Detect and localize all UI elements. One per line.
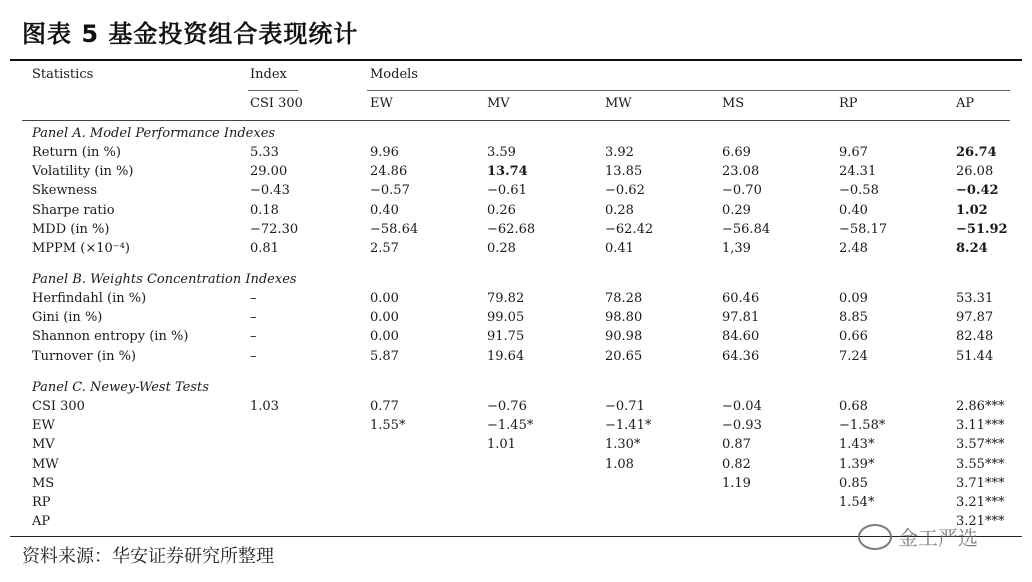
models-underline bbox=[367, 90, 1010, 91]
table-cell: 0.77 bbox=[370, 399, 399, 414]
panel-title: Panel A. Model Performance Indexes bbox=[32, 126, 276, 141]
table-cell: 26.74 bbox=[956, 145, 997, 160]
table-cell: −51.92 bbox=[956, 221, 1008, 237]
table-top-rule bbox=[10, 59, 1022, 61]
row-label: Sharpe ratio bbox=[32, 202, 115, 218]
table-cell: −72.30 bbox=[250, 221, 299, 237]
table-cell: 5.87 bbox=[370, 348, 399, 364]
table-cell: 8.85 bbox=[839, 310, 868, 326]
table-cell: 0.87 bbox=[722, 437, 751, 453]
table-cell: 2.57 bbox=[370, 241, 399, 256]
table-cell: 0.82 bbox=[722, 456, 751, 472]
table-cell: 8.24 bbox=[956, 241, 988, 256]
table-cell: 1,39 bbox=[722, 241, 751, 256]
table-cell: −1.45* bbox=[487, 418, 534, 434]
table-cell: 3.57*** bbox=[956, 437, 1005, 453]
row-label: Volatility (in %) bbox=[32, 164, 134, 180]
table-cell: 0.41 bbox=[605, 241, 634, 256]
table-cell: – bbox=[250, 348, 257, 364]
table-cell: 0.68 bbox=[839, 399, 868, 414]
table-cell: 9.67 bbox=[839, 145, 868, 160]
table-cell: 3.92 bbox=[605, 145, 634, 160]
row-label: MDD (in %) bbox=[32, 221, 110, 237]
table-cell: 97.87 bbox=[956, 310, 994, 326]
table-cell: 98.80 bbox=[605, 310, 643, 326]
table-cell: 2.48 bbox=[839, 241, 868, 256]
table-cell: 2.86*** bbox=[956, 399, 1005, 414]
table-cell: 24.86 bbox=[370, 164, 408, 180]
watermark bbox=[858, 522, 978, 551]
table-cell: −56.84 bbox=[722, 221, 771, 237]
panel-title: Panel C. Newey-West Tests bbox=[32, 380, 209, 395]
row-label: CSI 300 bbox=[32, 399, 85, 414]
table-cell: 1.03 bbox=[250, 399, 279, 414]
table-cell: 26.08 bbox=[956, 164, 994, 180]
table-cell: −62.68 bbox=[487, 221, 536, 237]
table-cell: −0.61 bbox=[487, 183, 527, 199]
header-models: Models bbox=[370, 67, 418, 82]
table-cell: 1.30* bbox=[605, 437, 641, 453]
table-cell: −62.42 bbox=[605, 221, 654, 237]
table-cell: 13.85 bbox=[605, 164, 643, 180]
table-cell: 3.71*** bbox=[956, 475, 1005, 491]
table-cell: 13.74 bbox=[487, 164, 528, 180]
wechat-icon bbox=[858, 524, 892, 550]
table-cell: 1.08 bbox=[605, 456, 634, 472]
table-cell: 23.08 bbox=[722, 164, 760, 180]
table-cell: −0.62 bbox=[605, 183, 645, 199]
header-statistics: Statistics bbox=[32, 67, 94, 82]
table-cell: 9.96 bbox=[370, 145, 399, 160]
table-cell: −0.42 bbox=[956, 183, 999, 199]
table-cell: 0.28 bbox=[605, 202, 634, 218]
header-bottom-rule bbox=[22, 120, 1010, 121]
row-label: MV bbox=[32, 437, 55, 453]
table-cell: 7.24 bbox=[839, 348, 868, 364]
table-cell: −0.04 bbox=[722, 399, 762, 414]
table-cell: 0.29 bbox=[722, 202, 751, 218]
header-model-mw: MW bbox=[605, 96, 632, 111]
row-label: Gini (in %) bbox=[32, 310, 103, 326]
table-cell: 0.40 bbox=[839, 202, 868, 218]
row-label: Return (in %) bbox=[32, 145, 121, 160]
header-index: Index bbox=[250, 67, 287, 82]
row-label: MW bbox=[32, 456, 59, 472]
header-model-ew: EW bbox=[370, 96, 393, 111]
table-cell: 3.21*** bbox=[956, 495, 1005, 510]
table-cell: 1.54* bbox=[839, 495, 875, 510]
table-cell: 79.82 bbox=[487, 291, 525, 306]
table-cell: 0.81 bbox=[250, 241, 279, 256]
table-cell: 0.28 bbox=[487, 241, 516, 256]
table-cell: 0.00 bbox=[370, 291, 399, 306]
table-cell: – bbox=[250, 310, 257, 326]
table-cell: 60.46 bbox=[722, 291, 760, 306]
table-cell: −1.41* bbox=[605, 418, 652, 434]
table-cell: 91.75 bbox=[487, 329, 525, 345]
row-label: Skewness bbox=[32, 183, 98, 199]
table-cell: −58.64 bbox=[370, 221, 419, 237]
table-cell: 0.66 bbox=[839, 329, 868, 345]
row-label: MS bbox=[32, 475, 55, 491]
table-cell: 0.09 bbox=[839, 291, 868, 306]
table-cell: 0.00 bbox=[370, 329, 399, 345]
row-label: MPPM (×10⁻⁴) bbox=[32, 241, 130, 256]
table-cell: −0.57 bbox=[370, 183, 410, 199]
table-cell: 1.02 bbox=[956, 202, 988, 218]
table-cell: – bbox=[250, 291, 257, 306]
table-cell: −0.70 bbox=[722, 183, 762, 199]
table-cell: 5.33 bbox=[250, 145, 279, 160]
table-cell: 1.55* bbox=[370, 418, 406, 434]
table-cell: 0.00 bbox=[370, 310, 399, 326]
table-cell: 82.48 bbox=[956, 329, 994, 345]
table-cell: −0.93 bbox=[722, 418, 762, 434]
table-cell: 0.26 bbox=[487, 202, 516, 218]
index-underline bbox=[248, 90, 298, 91]
row-label: Herfindahl (in %) bbox=[32, 291, 147, 306]
table-cell: 90.98 bbox=[605, 329, 643, 345]
table-cell: 64.36 bbox=[722, 348, 760, 364]
header-model-ms: MS bbox=[722, 96, 745, 111]
page-title: 图表 5 基金投资组合表现统计 bbox=[22, 20, 359, 48]
table-cell: 3.21*** bbox=[956, 514, 1005, 530]
table-cell: 1.39* bbox=[839, 456, 875, 472]
panel-title: Panel B. Weights Concentration Indexes bbox=[32, 272, 297, 287]
table-cell: −58.17 bbox=[839, 221, 888, 237]
table-cell: 99.05 bbox=[487, 310, 525, 326]
header-model-ap: AP bbox=[956, 96, 975, 111]
table-cell: 0.85 bbox=[839, 475, 868, 491]
table-cell: 51.44 bbox=[956, 348, 994, 364]
table-cell: 19.64 bbox=[487, 348, 525, 364]
table-cell: −0.43 bbox=[250, 183, 290, 199]
table-cell: 29.00 bbox=[250, 164, 288, 180]
table-cell: 24.31 bbox=[839, 164, 877, 180]
table-cell: −1.58* bbox=[839, 418, 886, 434]
table-cell: −0.58 bbox=[839, 183, 879, 199]
table-cell: 84.60 bbox=[722, 329, 760, 345]
table-cell: 78.28 bbox=[605, 291, 643, 306]
source-note: 资料来源：华安证券研究所整理 bbox=[22, 546, 274, 567]
table-cell: 3.55*** bbox=[956, 456, 1005, 472]
table-cell: −0.76 bbox=[487, 399, 527, 414]
row-label: RP bbox=[32, 495, 51, 510]
table-cell: 3.59 bbox=[487, 145, 516, 160]
table-cell: 0.40 bbox=[370, 202, 399, 218]
table-cell: 0.18 bbox=[250, 202, 279, 218]
table-cell: – bbox=[250, 329, 257, 345]
table-cell: 1.19 bbox=[722, 475, 751, 491]
table-cell: 1.01 bbox=[487, 437, 516, 453]
row-label: EW bbox=[32, 418, 55, 434]
row-label: AP bbox=[32, 514, 51, 530]
row-label: Turnover (in %) bbox=[32, 348, 136, 364]
table-cell: 6.69 bbox=[722, 145, 751, 160]
table-cell: 97.81 bbox=[722, 310, 760, 326]
header-index-csi300: CSI 300 bbox=[250, 96, 303, 111]
header-model-rp: RP bbox=[839, 96, 858, 111]
table-cell: 53.31 bbox=[956, 291, 994, 306]
watermark-text: 金工严选 bbox=[898, 526, 978, 550]
table-cell: 1.43* bbox=[839, 437, 875, 453]
table-cell: −0.71 bbox=[605, 399, 645, 414]
table-cell: 3.11*** bbox=[956, 418, 1005, 434]
header-model-mv: MV bbox=[487, 96, 510, 111]
table-cell: 20.65 bbox=[605, 348, 643, 364]
row-label: Shannon entropy (in %) bbox=[32, 329, 189, 345]
